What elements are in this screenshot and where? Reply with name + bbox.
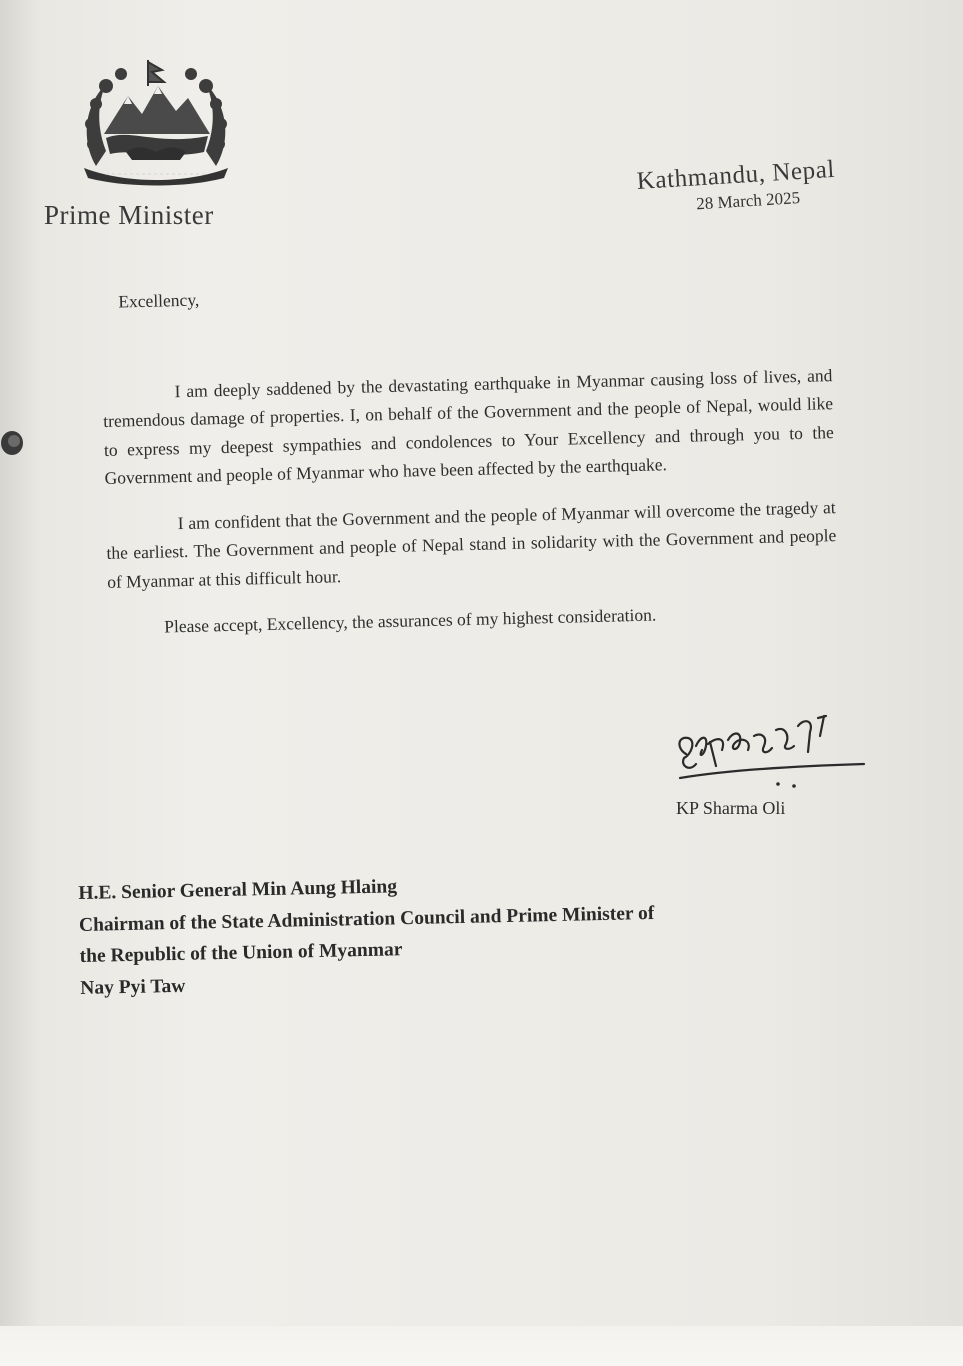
addressee-block <box>78 862 840 1004</box>
nepal-coat-of-arms-icon <box>76 56 236 186</box>
addressee-line-2: Chairman of the State Administration Council and Prime Minister of <box>78 902 655 936</box>
date-line: 28 March 2025 <box>695 188 801 214</box>
closing-line: Please accept, Excellency, the assurances of my highest consideration. <box>164 604 657 637</box>
handwritten-signature <box>668 706 873 792</box>
paragraph-2: I am confident that the Government and the people of Myanmar will overcome the tragedy at the earliest. The Government and people of Nepal stand in solidarity with the Government and people of Myanmar at this difficult hour. <box>106 496 837 592</box>
paragraph-1: I am deeply saddened by the devastating earthquake in Myanmar causing loss of lives, and tremendous damage of properties. I, on behalf of the Government and the people of Nepal, would like to express my deepest sympathies and condolences to Your Excellency and through you to the Government and people of Myanmar who have been affected by the earthquake. <box>103 364 834 488</box>
place-line: Kathmandu, Nepal <box>636 155 836 195</box>
letter-body <box>100 270 838 642</box>
place-date-block <box>636 156 837 218</box>
addressee-line-4: Nay Pyi Taw <box>80 975 186 999</box>
office-title: Prime Minister <box>44 200 214 230</box>
signer-name: KP Sharma Oli <box>676 798 786 818</box>
addressee-line-3: the Republic of the Union of Myanmar <box>79 939 403 967</box>
salutation: Excellency, <box>118 289 200 312</box>
punch-hole-icon <box>0 428 28 458</box>
addressee-line-1: H.E. Senior General Min Aung Hlaing <box>78 876 398 904</box>
page-bottom-edge <box>0 1326 963 1366</box>
